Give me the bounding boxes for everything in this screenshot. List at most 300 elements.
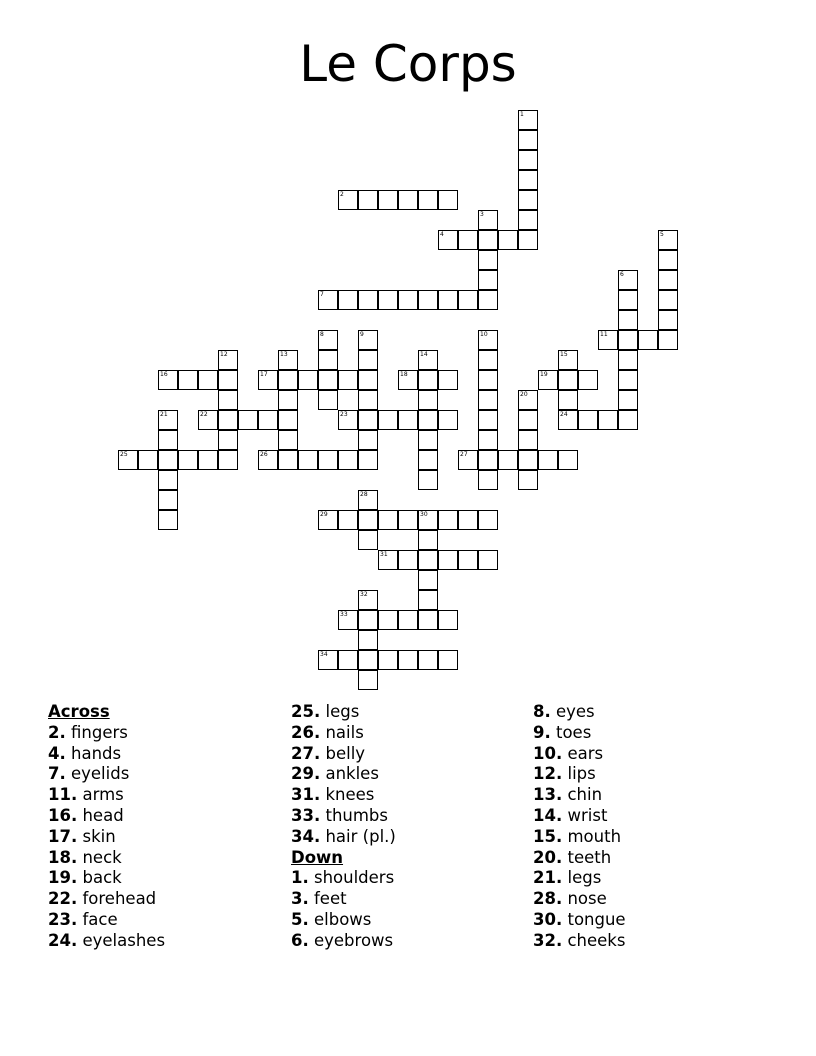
down-clue <box>533 702 626 723</box>
clue-text: nails <box>320 722 364 742</box>
clue-number: 32. <box>533 930 563 950</box>
clue-text: thumbs <box>320 805 389 825</box>
clue-text: hands <box>65 743 122 763</box>
grid-cell[interactable] <box>658 310 678 330</box>
clue-text: toes <box>550 722 592 742</box>
page-title: Le Corps <box>299 35 517 93</box>
cell-number: 1 <box>520 111 524 118</box>
clue-number: 6. <box>291 930 309 950</box>
cell-number: 7 <box>320 291 324 298</box>
grid-cell[interactable] <box>338 370 358 390</box>
grid-cell[interactable] <box>558 370 578 390</box>
grid-cell[interactable] <box>518 150 538 170</box>
cell-number: 27 <box>460 451 468 458</box>
across-clue <box>48 764 165 785</box>
grid-cell[interactable] <box>138 450 158 470</box>
grid-cell[interactable] <box>418 470 438 490</box>
clue-text: ears <box>562 743 604 763</box>
grid-cell[interactable] <box>458 510 478 530</box>
grid-cell[interactable] <box>418 410 438 430</box>
grid-cell[interactable] <box>378 610 398 630</box>
grid-cell[interactable] <box>518 230 538 250</box>
clue-number: 19. <box>48 868 78 888</box>
grid-cell[interactable] <box>358 390 378 410</box>
grid-cell[interactable] <box>618 390 638 410</box>
clue-number: 11. <box>48 785 78 805</box>
down-clue <box>533 806 626 827</box>
grid-cell[interactable] <box>578 370 598 390</box>
grid-cell[interactable] <box>378 290 398 310</box>
clue-text: head <box>77 805 124 825</box>
grid-cell[interactable] <box>158 470 178 490</box>
cell-number: 14 <box>420 351 428 358</box>
clue-text: arms <box>77 785 124 805</box>
grid-cell[interactable] <box>278 430 298 450</box>
grid-cell[interactable] <box>438 650 458 670</box>
across-clue <box>48 868 165 889</box>
grid-cell[interactable] <box>358 330 378 350</box>
down-clue <box>533 785 626 806</box>
grid-cell[interactable] <box>558 390 578 410</box>
clue-text: wrist <box>562 805 608 825</box>
grid-cell[interactable] <box>418 510 438 530</box>
grid-cell[interactable] <box>258 450 278 470</box>
grid-cell[interactable] <box>418 530 438 550</box>
grid-cell[interactable] <box>178 450 198 470</box>
grid-cell[interactable] <box>198 410 218 430</box>
grid-cell[interactable] <box>478 470 498 490</box>
clue-number: 28. <box>533 889 563 909</box>
grid-cell[interactable] <box>378 550 398 570</box>
clue-number: 18. <box>48 847 78 867</box>
grid-cell[interactable] <box>398 650 418 670</box>
clue-text: lips <box>562 764 596 784</box>
cell-number: 21 <box>160 411 168 418</box>
grid-cell[interactable] <box>518 190 538 210</box>
grid-cell[interactable] <box>378 410 398 430</box>
cell-number: 10 <box>480 331 488 338</box>
grid-cell[interactable] <box>358 190 378 210</box>
grid-cell[interactable] <box>198 370 218 390</box>
clue-number: 26. <box>291 722 321 742</box>
clue-number: 17. <box>48 826 78 846</box>
grid-cell[interactable] <box>438 190 458 210</box>
cell-number: 13 <box>280 351 288 358</box>
grid-cell[interactable] <box>478 290 498 310</box>
grid-cell[interactable] <box>358 670 378 690</box>
cell-number: 20 <box>520 391 528 398</box>
grid-cell[interactable] <box>458 230 478 250</box>
grid-cell[interactable] <box>358 490 378 510</box>
grid-cell[interactable] <box>418 570 438 590</box>
across-clue <box>291 806 396 827</box>
clue-text: fingers <box>65 722 128 742</box>
clue-text: cheeks <box>562 930 626 950</box>
grid-cell[interactable] <box>558 350 578 370</box>
grid-cell[interactable] <box>338 610 358 630</box>
grid-cell[interactable] <box>338 290 358 310</box>
down-clue <box>533 931 626 952</box>
down-clue <box>533 868 626 889</box>
grid-cell[interactable] <box>218 410 238 430</box>
grid-cell[interactable] <box>478 330 498 350</box>
across-clue <box>48 723 165 744</box>
clue-number: 25. <box>291 702 321 721</box>
grid-cell[interactable] <box>378 190 398 210</box>
grid-cell[interactable] <box>218 370 238 390</box>
grid-cell[interactable] <box>418 190 438 210</box>
grid-cell[interactable] <box>418 290 438 310</box>
clue-text: back <box>77 868 122 888</box>
across-heading: Across <box>48 702 110 721</box>
grid-cell[interactable] <box>618 290 638 310</box>
grid-cell[interactable] <box>658 330 678 350</box>
clue-text: ankles <box>320 764 379 784</box>
grid-cell[interactable] <box>398 370 418 390</box>
grid-cell[interactable] <box>618 330 638 350</box>
down-clue <box>291 910 396 931</box>
cell-number: 23 <box>340 411 348 418</box>
across-clue <box>48 806 165 827</box>
grid-cell[interactable] <box>258 370 278 390</box>
grid-cell[interactable] <box>418 390 438 410</box>
grid-cell[interactable] <box>358 450 378 470</box>
grid-cell[interactable] <box>358 590 378 610</box>
grid-cell[interactable] <box>558 410 578 430</box>
clue-number: 20. <box>533 847 563 867</box>
grid-cell[interactable] <box>598 330 618 350</box>
cell-number: 12 <box>220 351 228 358</box>
down-clue <box>533 910 626 931</box>
grid-cell[interactable] <box>438 610 458 630</box>
across-clue <box>291 723 396 744</box>
grid-cell[interactable] <box>618 350 638 370</box>
grid-cell[interactable] <box>478 370 498 390</box>
grid-cell[interactable] <box>318 370 338 390</box>
grid-cell[interactable] <box>478 510 498 530</box>
grid-cell[interactable] <box>518 130 538 150</box>
grid-cell[interactable] <box>358 530 378 550</box>
grid-cell[interactable] <box>518 450 538 470</box>
clue-number: 7. <box>48 764 66 784</box>
grid-cell[interactable] <box>378 650 398 670</box>
grid-cell[interactable] <box>218 390 238 410</box>
cell-number: 25 <box>120 451 128 458</box>
grid-cell[interactable] <box>618 370 638 390</box>
grid-cell[interactable] <box>478 350 498 370</box>
grid-cell[interactable] <box>418 650 438 670</box>
grid-cell[interactable] <box>418 590 438 610</box>
cell-number: 34 <box>320 651 328 658</box>
grid-cell[interactable] <box>278 410 298 430</box>
grid-cell[interactable] <box>358 650 378 670</box>
cell-number: 16 <box>160 371 168 378</box>
grid-cell[interactable] <box>438 370 458 390</box>
cell-number: 32 <box>360 591 368 598</box>
grid-cell[interactable] <box>158 450 178 470</box>
cell-number: 18 <box>400 371 408 378</box>
clue-text: knees <box>320 785 375 805</box>
grid-cell[interactable] <box>418 450 438 470</box>
down-clue <box>291 889 396 910</box>
grid-cell[interactable] <box>618 310 638 330</box>
clue-number: 2. <box>48 722 66 742</box>
down-clue <box>533 889 626 910</box>
grid-cell[interactable] <box>318 330 338 350</box>
grid-cell[interactable] <box>518 110 538 130</box>
clue-number: 29. <box>291 764 321 784</box>
clue-number: 24. <box>48 930 78 950</box>
clue-text: elbows <box>308 909 372 929</box>
clue-text: legs <box>320 702 360 721</box>
grid-cell[interactable] <box>178 370 198 390</box>
down-heading: Down <box>291 847 344 867</box>
clue-number: 16. <box>48 805 78 825</box>
clue-number: 15. <box>533 826 563 846</box>
clue-text: face <box>77 909 118 929</box>
grid-cell[interactable] <box>238 410 258 430</box>
grid-cell[interactable] <box>358 290 378 310</box>
grid-cell[interactable] <box>558 450 578 470</box>
grid-cell[interactable] <box>478 450 498 470</box>
cell-number: 24 <box>560 411 568 418</box>
grid-cell[interactable] <box>438 230 458 250</box>
clue-number: 1. <box>291 868 309 888</box>
cell-number: 31 <box>380 551 388 558</box>
cell-number: 8 <box>320 331 324 338</box>
grid-cell[interactable] <box>478 270 498 290</box>
grid-cell[interactable] <box>158 490 178 510</box>
grid-cell[interactable] <box>658 250 678 270</box>
clue-number: 22. <box>48 889 78 909</box>
grid-cell[interactable] <box>218 450 238 470</box>
grid-cell[interactable] <box>458 450 478 470</box>
down-clue <box>533 744 626 765</box>
grid-cell[interactable] <box>318 350 338 370</box>
grid-cell[interactable] <box>518 210 538 230</box>
across-clue <box>48 931 165 952</box>
grid-cell[interactable] <box>398 190 418 210</box>
grid-cell[interactable] <box>338 650 358 670</box>
down-clue <box>533 723 626 744</box>
cell-number: 26 <box>260 451 268 458</box>
clue-text: feet <box>308 889 347 909</box>
grid-cell[interactable] <box>358 350 378 370</box>
across-clue <box>48 785 165 806</box>
grid-cell[interactable] <box>298 370 318 390</box>
grid-cell[interactable] <box>538 370 558 390</box>
clue-text: eyelashes <box>77 930 166 950</box>
grid-cell[interactable] <box>538 450 558 470</box>
clue-number: 14. <box>533 805 563 825</box>
grid-cell[interactable] <box>318 510 338 530</box>
clue-text: tongue <box>562 909 626 929</box>
grid-cell[interactable] <box>518 390 538 410</box>
clue-number: 9. <box>533 722 551 742</box>
cell-number: 11 <box>600 331 608 338</box>
grid-cell[interactable] <box>278 390 298 410</box>
clue-number: 33. <box>291 805 321 825</box>
grid-cell[interactable] <box>618 270 638 290</box>
grid-cell[interactable] <box>418 550 438 570</box>
grid-cell[interactable] <box>358 630 378 650</box>
grid-cell[interactable] <box>398 610 418 630</box>
grid-cell[interactable] <box>478 210 498 230</box>
grid-cell[interactable] <box>318 650 338 670</box>
across-clue <box>291 764 396 785</box>
grid-cell[interactable] <box>658 270 678 290</box>
grid-cell[interactable] <box>418 610 438 630</box>
clue-number: 30. <box>533 909 563 929</box>
grid-cell[interactable] <box>658 290 678 310</box>
grid-cell[interactable] <box>318 450 338 470</box>
across-clue <box>291 702 396 723</box>
grid-cell[interactable] <box>318 290 338 310</box>
cell-number: 6 <box>620 271 624 278</box>
grid-cell[interactable] <box>518 470 538 490</box>
grid-cell[interactable] <box>358 410 378 430</box>
down-clue <box>533 848 626 869</box>
clue-text: hair (pl.) <box>320 826 396 846</box>
grid-cell[interactable] <box>518 170 538 190</box>
grid-cell[interactable] <box>438 410 458 430</box>
clue-number: 4. <box>48 743 66 763</box>
grid-cell[interactable] <box>298 450 318 470</box>
clue-text: teeth <box>562 847 612 867</box>
clue-number: 27. <box>291 743 321 763</box>
grid-cell[interactable] <box>478 230 498 250</box>
cell-number: 28 <box>360 491 368 498</box>
cell-number: 19 <box>540 371 548 378</box>
grid-cell[interactable] <box>158 370 178 390</box>
clues-column-3 <box>533 702 626 952</box>
grid-cell[interactable] <box>338 410 358 430</box>
grid-cell[interactable] <box>218 350 238 370</box>
grid-cell[interactable] <box>458 550 478 570</box>
grid-cell[interactable] <box>498 230 518 250</box>
down-clue <box>533 827 626 848</box>
grid-cell[interactable] <box>478 550 498 570</box>
clue-number: 31. <box>291 785 321 805</box>
grid-cell[interactable] <box>478 250 498 270</box>
grid-cell[interactable] <box>258 410 278 430</box>
grid-cell[interactable] <box>638 330 658 350</box>
across-clue <box>291 785 396 806</box>
grid-cell[interactable] <box>398 550 418 570</box>
clue-number: 10. <box>533 743 563 763</box>
cell-number: 15 <box>560 351 568 358</box>
cell-number: 5 <box>660 231 664 238</box>
grid-cell[interactable] <box>438 550 458 570</box>
grid-cell[interactable] <box>438 290 458 310</box>
clue-text: belly <box>320 743 366 763</box>
clue-number: 13. <box>533 785 563 805</box>
clue-text: mouth <box>562 826 622 846</box>
down-clue <box>291 868 396 889</box>
grid-cell[interactable] <box>358 370 378 390</box>
across-clue <box>291 744 396 765</box>
grid-cell[interactable] <box>118 450 138 470</box>
cell-number: 29 <box>320 511 328 518</box>
cell-number: 3 <box>480 211 484 218</box>
clue-number: 8. <box>533 702 551 721</box>
grid-cell[interactable] <box>478 430 498 450</box>
clue-number: 34. <box>291 826 321 846</box>
clue-number: 23. <box>48 909 78 929</box>
clue-number: 3. <box>291 889 309 909</box>
grid-cell[interactable] <box>158 510 178 530</box>
clue-text: legs <box>562 868 602 888</box>
grid-cell[interactable] <box>278 450 298 470</box>
clue-text: shoulders <box>308 868 395 888</box>
grid-cell[interactable] <box>358 430 378 450</box>
clue-text: eyebrows <box>308 930 394 950</box>
clue-text: chin <box>562 785 603 805</box>
cell-number: 22 <box>200 411 208 418</box>
clue-text: eyes <box>550 702 595 721</box>
across-clue <box>48 744 165 765</box>
clue-text: neck <box>77 847 122 867</box>
grid-cell[interactable] <box>518 410 538 430</box>
cell-number: 30 <box>420 511 428 518</box>
grid-cell[interactable] <box>338 510 358 530</box>
grid-cell[interactable] <box>338 450 358 470</box>
grid-cell[interactable] <box>218 430 238 450</box>
grid-cell[interactable] <box>598 410 618 430</box>
grid-cell[interactable] <box>578 410 598 430</box>
grid-cell[interactable] <box>618 410 638 430</box>
grid-cell[interactable] <box>158 430 178 450</box>
grid-cell[interactable] <box>398 510 418 530</box>
grid-cell[interactable] <box>338 190 358 210</box>
grid-cell[interactable] <box>518 430 538 450</box>
clues-column-1 <box>48 702 165 952</box>
grid-cell[interactable] <box>658 230 678 250</box>
across-clue <box>48 848 165 869</box>
grid-cell[interactable] <box>498 450 518 470</box>
grid-cell[interactable] <box>378 510 398 530</box>
grid-cell[interactable] <box>438 510 458 530</box>
cell-number: 4 <box>440 231 444 238</box>
grid-cell[interactable] <box>158 410 178 430</box>
across-clue <box>48 910 165 931</box>
grid-cell[interactable] <box>418 350 438 370</box>
grid-cell[interactable] <box>418 430 438 450</box>
grid-cell[interactable] <box>358 510 378 530</box>
grid-cell[interactable] <box>478 410 498 430</box>
clue-number: 12. <box>533 764 563 784</box>
cell-number: 33 <box>340 611 348 618</box>
grid-cell[interactable] <box>458 290 478 310</box>
cell-number: 17 <box>260 371 268 378</box>
grid-cell[interactable] <box>278 350 298 370</box>
clue-text: nose <box>562 889 607 909</box>
grid-cell[interactable] <box>398 290 418 310</box>
grid-cell[interactable] <box>198 450 218 470</box>
grid-cell[interactable] <box>418 370 438 390</box>
grid-cell[interactable] <box>398 410 418 430</box>
clues-column-2 <box>291 702 396 952</box>
clue-text: skin <box>77 826 116 846</box>
grid-cell[interactable] <box>358 610 378 630</box>
grid-cell[interactable] <box>478 390 498 410</box>
grid-cell[interactable] <box>278 370 298 390</box>
clue-text: eyelids <box>65 764 130 784</box>
cell-number: 2 <box>340 191 344 198</box>
across-clue <box>48 889 165 910</box>
clue-number: 5. <box>291 909 309 929</box>
grid-cell[interactable] <box>318 390 338 410</box>
